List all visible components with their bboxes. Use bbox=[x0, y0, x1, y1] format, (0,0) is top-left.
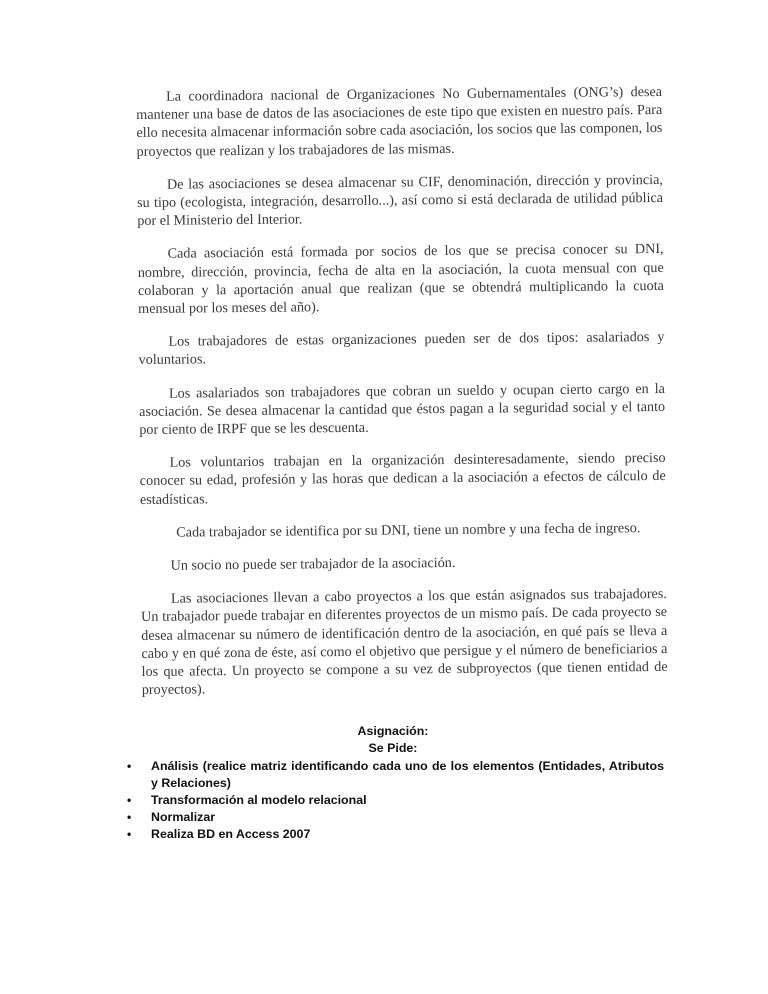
paragraph-asociaciones: De las asociaciones se desea almacenar su CIF, denominación, dirección y provincia, su tipo (ecologista, integración, desarrollo...), así como si está declarada de utilidad pública por el Ministerio del Interior. bbox=[137, 171, 664, 230]
list-item bbox=[0, 826, 768, 843]
bullet-icon: • bbox=[127, 793, 132, 807]
paragraph-trabajador-id: Cada trabajador se identifica por su DNI, tiene un nombre y una fecha de ingreso. bbox=[176, 520, 641, 541]
scanned-text-block bbox=[136, 83, 668, 715]
assignment-heading: Asignación: bbox=[357, 724, 429, 738]
list-item-text: Realiza BD en Access 2007 bbox=[151, 827, 311, 841]
list-item-text: Normalizar bbox=[151, 810, 216, 824]
list-item-text: Análisis (realice matriz identificando cada uno de los elementos (Entidades, Atributos y Relaciones) bbox=[151, 759, 664, 790]
paragraph-socios: Cada asociación está formada por socios de los que se precisa conocer su DNI, nombre, dirección, provincia, fecha de alta en la asociación, la cuota mensual con que colaboran y la aportación anual que realizan (que se obtendrá multiplicando la cuota mensual por los meses del año). bbox=[137, 241, 664, 318]
paragraph-ong-intro: La coordinadora nacional de Organizaciones No Gubernamentales (ONG’s) desea mantener una base de datos de las asociaciones de este tipo que existen en nuestro país. Para ello necesita almacenar información sobre cada asociación, los socios que las componen, los proyectos que realizan y los trabajadores de las mismas. bbox=[136, 83, 663, 160]
paragraph-socio-restriccion: Un socio no puede ser trabajador de la asociación. bbox=[170, 555, 456, 574]
assignment-list bbox=[0, 758, 768, 843]
list-item bbox=[0, 792, 768, 809]
bullet-icon: • bbox=[127, 810, 132, 824]
paragraph-asalariados: Los asalariados son trabajadores que cobran un sueldo y ocupan cierto cargo en la asociación. Se desea almacenar la cantidad que éstos pagan a la seguridad social y el tanto por ciento de IRPF que se les descuenta. bbox=[139, 380, 666, 439]
list-item bbox=[0, 758, 768, 792]
list-item-text: Transformación al modelo relacional bbox=[151, 793, 367, 807]
assignment-subheading: Se Pide: bbox=[368, 741, 418, 755]
bullet-icon: • bbox=[127, 759, 132, 773]
assignment-section bbox=[0, 723, 768, 843]
paragraph-voluntarios: Los voluntarios trabajan en la organización desinteresadamente, siendo preciso conocer su edad, profesión y las horas que dedican a la asociación a efectos de cálculo de estadísticas. bbox=[139, 450, 666, 508]
bullet-icon: • bbox=[127, 827, 132, 841]
list-item bbox=[0, 809, 768, 826]
paragraph-proyectos: Las asociaciones llevan a cabo proyectos a los que están asignados sus trabajadores. Un trabajador puede trabajar en diferentes proyectos de un mismo país. De cada proyecto se desea almacenar su número de identificación dentro de la asociación, en qué país se lleva a cabo y en qué zona de éste, así como el objetivo que persigue y el número de beneficiarios a los que afecta. Un proyecto se compone a su vez de subproyectos (que tienen entidad de proyectos). bbox=[141, 586, 668, 699]
paragraph-trabajadores-tipos: Los trabajadores de estas organizaciones pueden ser de dos tipos: asalariados y voluntarios. bbox=[138, 329, 665, 369]
